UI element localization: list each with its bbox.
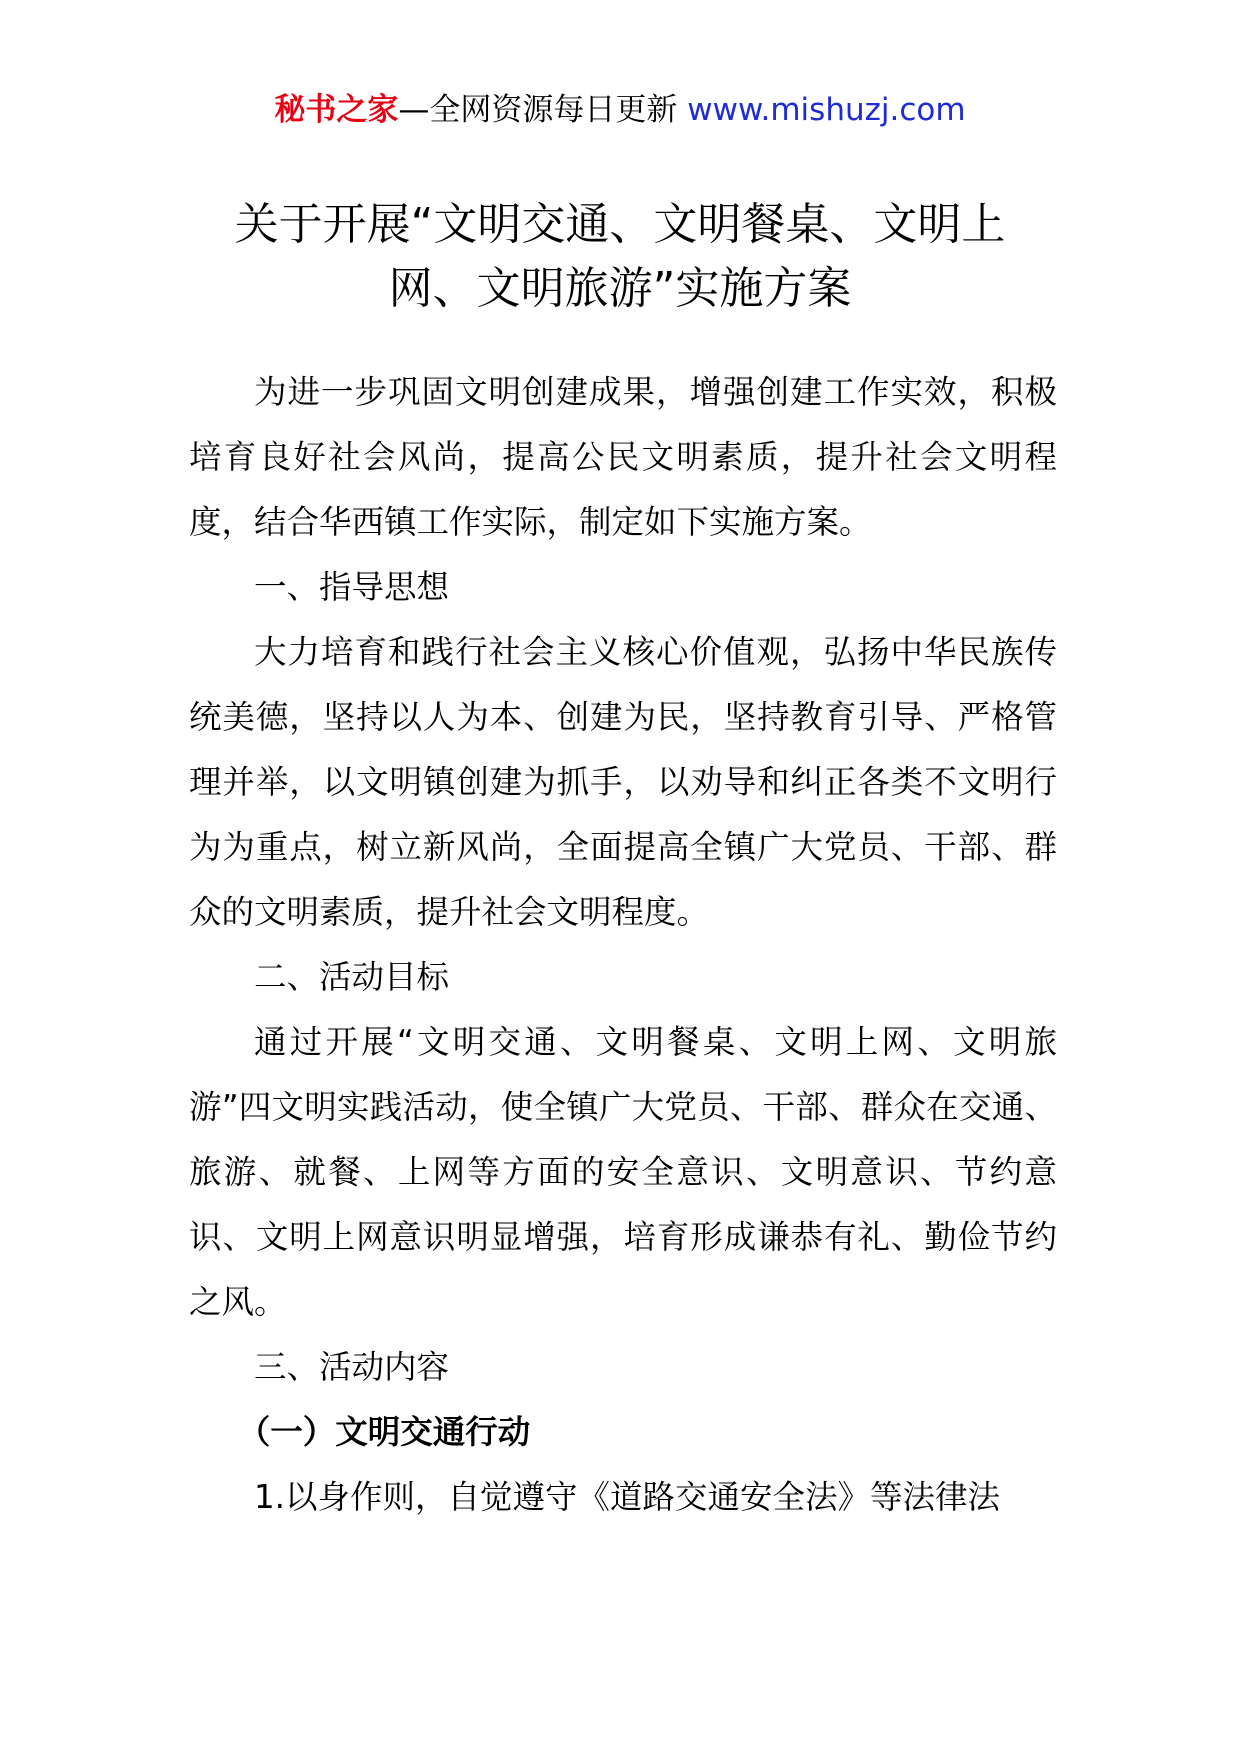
- activity-goals-paragraph: 通过开展“文明交通、文明餐桌、文明上网、文明旅游”四文明实践活动，使全镇广大党员、干部、群众在交通、旅游、就餐、上网等方面的安全意识、文明意识、节约意识、文明上网意识明显增强，培育形成谦恭有礼、勤俭节约之风。: [189, 1023, 1057, 1321]
- site-url-link[interactable]: www.mishuzj.com: [687, 92, 966, 128]
- header-tagline: —全网资源每日更新: [398, 92, 688, 128]
- document-title: [150, 193, 1090, 321]
- title-line-1: 关于开展“文明交通、文明餐桌、文明上: [234, 199, 1006, 250]
- brand-name: 秘书之家: [274, 92, 399, 128]
- list-item-1: 1.以身作则，自觉遵守《道路交通安全法》等法律法: [254, 1478, 1001, 1516]
- section-heading-activity-content: 三、活动内容: [254, 1348, 450, 1386]
- site-header: [0, 88, 1240, 132]
- section-heading-activity-goals: 二、活动目标: [254, 958, 450, 996]
- guiding-ideology-paragraph: 大力培育和践行社会主义核心价值观，弘扬中华民族传统美德，坚持以人为本、创建为民，坚持教育引导、严格管理并举，以文明镇创建为抓手，以劝导和纠正各类不文明行为为重点，树立新风尚，全面提高全镇广大党员、干部、群众的文明素质，提升社会文明程度。: [189, 633, 1057, 931]
- section-heading-guiding-ideology: 一、指导思想: [254, 568, 450, 606]
- intro-paragraph: 为进一步巩固文明创建成果，增强创建工作实效，积极培育良好社会风尚，提高公民文明素质，提升社会文明程度，结合华西镇工作实际，制定如下实施方案。: [189, 373, 1057, 541]
- title-line-2: 网、文明旅游”实施方案: [388, 263, 852, 314]
- document-body: [189, 360, 1057, 1530]
- subsection-heading-civilized-traffic: （一）文明交通行动: [237, 1413, 531, 1451]
